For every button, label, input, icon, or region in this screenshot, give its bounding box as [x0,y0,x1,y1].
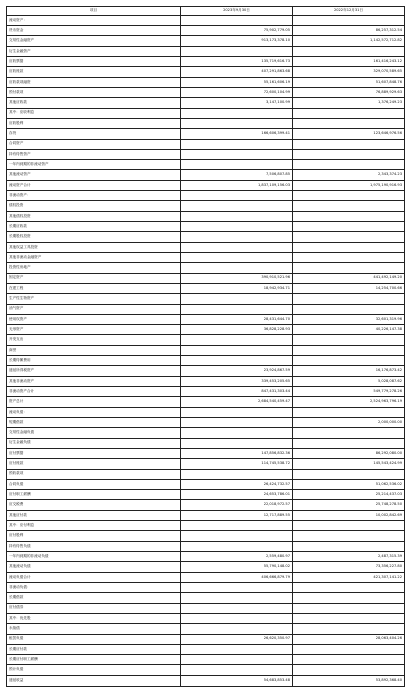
row-value-period-2: 1,142,572,712.82 [293,36,405,46]
row-value-period-1: 24,653,786.01 [181,490,293,500]
row-label: 递延收益 [7,675,181,686]
table-row [7,407,405,417]
row-label: 衍生金融负债 [7,438,181,448]
table-row [7,665,405,675]
row-value-period-2 [293,263,405,273]
table-row [7,129,405,139]
table-row [7,252,405,262]
row-label: 应收股利 [7,118,181,128]
row-label: 非流动负债： [7,582,181,592]
row-label: 存货 [7,129,181,139]
row-value-period-1: 12,717,889.55 [181,510,293,520]
row-value-period-2 [293,541,405,551]
row-value-period-1 [181,160,293,170]
row-value-period-1: 3,147,100.99 [181,98,293,108]
row-label: 其他权益工具投资 [7,242,181,252]
row-label: 应付债券 [7,603,181,613]
table-row [7,417,405,427]
table-row [7,335,405,345]
row-value-period-1 [181,345,293,355]
table-row [7,387,405,397]
table-row [7,603,405,613]
table-row [7,448,405,458]
row-value-period-2 [293,108,405,118]
row-label: 其他非流动金融资产 [7,252,181,262]
table-row [7,397,405,407]
row-label: 使用权资产 [7,314,181,324]
row-label: 资产总计 [7,397,181,407]
table-row [7,283,405,293]
row-value-period-1 [181,531,293,541]
row-value-period-2 [293,15,405,25]
header-period-1: 2023年9月30日 [181,7,293,16]
row-value-period-2: 86,292,080.00 [293,448,405,458]
row-value-period-1: 36,828,228.93 [181,325,293,335]
table-row [7,376,405,386]
row-value-period-2: 1,376,249.23 [293,98,405,108]
row-value-period-1 [181,252,293,262]
row-value-period-1 [181,191,293,201]
row-value-period-2 [293,211,405,221]
table-row [7,428,405,438]
row-label: 应付账款 [7,459,181,469]
table-row [7,624,405,634]
row-value-period-2 [293,582,405,592]
row-value-period-1: 339,453,205.65 [181,376,293,386]
row-label: 其中：应收利息 [7,108,181,118]
row-value-period-1 [181,644,293,654]
row-label: 投资性房地产 [7,263,181,273]
table-row [7,77,405,87]
row-value-period-1: 847,431,303.44 [181,387,293,397]
row-value-period-2: 2,524,963,796.19 [293,397,405,407]
row-value-period-2: 549,779,278.26 [293,387,405,397]
row-label: 持有待售负债 [7,541,181,551]
row-value-period-2: 73,356,227.80 [293,562,405,572]
row-value-period-1 [181,335,293,345]
row-label: 其他流动负债 [7,562,181,572]
table-row [7,562,405,572]
table-row [7,118,405,128]
row-label: 应付股利 [7,531,181,541]
row-label: 长期股权投资 [7,232,181,242]
row-value-period-1: 54,683,853.48 [181,675,293,686]
row-value-period-1: 406,666,879.79 [181,572,293,582]
row-value-period-1 [181,624,293,634]
row-value-period-1: 2,684,540,459.47 [181,397,293,407]
row-value-period-2 [293,139,405,149]
row-value-period-2: 145,543,424.99 [293,459,405,469]
row-value-period-1 [181,613,293,623]
row-label: 预计负债 [7,665,181,675]
row-label: 一年内到期的非流动资产 [7,160,181,170]
row-label: 一年内到期的非流动负债 [7,552,181,562]
row-value-period-1 [181,108,293,118]
row-value-period-1 [181,428,293,438]
row-value-period-1: 23,924,867.59 [181,366,293,376]
row-label: 其他应收款 [7,98,181,108]
table-row [7,582,405,592]
row-value-period-1 [181,139,293,149]
row-value-period-1 [181,242,293,252]
row-value-period-1 [181,118,293,128]
row-value-period-2 [293,531,405,541]
row-value-period-2: 51,607,848.76 [293,77,405,87]
table-row [7,314,405,324]
row-label: 应收票据 [7,57,181,67]
row-value-period-2 [293,191,405,201]
table-row [7,531,405,541]
table-row [7,644,405,654]
row-label: 应收款项融资 [7,77,181,87]
row-value-period-2: 10,002,842.69 [293,510,405,520]
row-label: 油气资产 [7,304,181,314]
table-row [7,500,405,510]
row-value-period-2 [293,345,405,355]
row-value-period-2: 25,748,278.50 [293,500,405,510]
row-value-period-2 [293,201,405,211]
table-row [7,593,405,603]
row-value-period-2: 25,214,437.03 [293,490,405,500]
table-header-row [7,7,405,16]
row-value-period-2: 51,062,536.02 [293,479,405,489]
table-row [7,304,405,314]
row-value-period-2 [293,644,405,654]
row-value-period-2: 421,307,141.22 [293,572,405,582]
row-value-period-1: 2,559,480.97 [181,552,293,562]
table-row [7,572,405,582]
row-value-period-2: 161,416,243.12 [293,57,405,67]
row-value-period-2: 2,343,374.23 [293,170,405,180]
row-label: 流动负债合计 [7,572,181,582]
table-row [7,490,405,500]
row-value-period-2 [293,46,405,56]
row-value-period-2: 32,601,319.96 [293,314,405,324]
row-value-period-2: 2,487,315.39 [293,552,405,562]
row-value-period-1 [181,603,293,613]
row-value-period-1 [181,521,293,531]
table-row [7,46,405,56]
row-value-period-1 [181,211,293,221]
row-value-period-2 [293,232,405,242]
row-label: 流动资产合计 [7,180,181,190]
table-row [7,438,405,448]
row-value-period-1: 7,506,807.85 [181,170,293,180]
row-value-period-2: 441,492,149.20 [293,273,405,283]
row-value-period-1: 55,790,148.02 [181,562,293,572]
header-period-2: 2022年12月31日 [293,7,405,16]
row-label: 非流动资产合计 [7,387,181,397]
row-value-period-2: 16,176,873.42 [293,366,405,376]
row-value-period-1: 407,291,863.68 [181,67,293,77]
table-row [7,57,405,67]
row-label: 在建工程 [7,283,181,293]
table-row [7,510,405,520]
row-value-period-1 [181,582,293,592]
row-label: 其他应付款 [7,510,181,520]
table-row [7,26,405,36]
row-label: 衍生金融资产 [7,46,181,56]
row-label: 永续债 [7,624,181,634]
row-value-period-2 [293,294,405,304]
row-value-period-1 [181,222,293,232]
row-value-period-2 [293,521,405,531]
row-value-period-1 [181,201,293,211]
row-label: 预收款项 [7,469,181,479]
row-value-period-2 [293,428,405,438]
row-value-period-2 [293,655,405,665]
row-value-period-1 [181,665,293,675]
row-value-period-2: 53,892,368.40 [293,675,405,686]
row-label: 应收账款 [7,67,181,77]
table-row [7,294,405,304]
table-row [7,325,405,335]
table-row [7,160,405,170]
row-label: 合同资产 [7,139,181,149]
row-label: 商誉 [7,345,181,355]
table-row [7,108,405,118]
table-body [7,15,405,686]
row-value-period-2 [293,603,405,613]
row-value-period-1 [181,304,293,314]
row-value-period-2: 14,254,700.66 [293,283,405,293]
row-label: 货币资金 [7,26,181,36]
row-value-period-1: 114,745,538.72 [181,459,293,469]
row-label: 交易性金融负债 [7,428,181,438]
balance-sheet [6,6,404,687]
row-label: 短期借款 [7,417,181,427]
row-label: 长期待摊费用 [7,356,181,366]
row-value-period-1 [181,356,293,366]
row-value-period-2: 329,070,589.65 [293,67,405,77]
row-value-period-2 [293,613,405,623]
row-value-period-1: 26,424,732.57 [181,479,293,489]
table-row [7,139,405,149]
row-label: 持有待售资产 [7,149,181,159]
table-row [7,655,405,665]
row-value-period-2 [293,222,405,232]
row-label: 其中：优先股 [7,613,181,623]
row-value-period-1: 166,606,399.41 [181,129,293,139]
row-value-period-1 [181,655,293,665]
table-row [7,541,405,551]
row-value-period-2 [293,160,405,170]
row-value-period-1 [181,407,293,417]
row-value-period-1 [181,438,293,448]
row-value-period-2: 76,889,929.63 [293,87,405,97]
row-label: 其他非流动资产 [7,376,181,386]
row-value-period-2 [293,149,405,159]
row-value-period-2 [293,438,405,448]
row-label: 租赁负债 [7,634,181,644]
row-value-period-1: 913,173,378.10 [181,36,293,46]
row-value-period-1 [181,593,293,603]
row-value-period-2: 86,257,312.54 [293,26,405,36]
row-value-period-2 [293,593,405,603]
row-label: 开发支出 [7,335,181,345]
row-value-period-1 [181,46,293,56]
table-row [7,356,405,366]
table-row [7,170,405,180]
row-label: 流动资产： [7,15,181,25]
row-value-period-2: 28,063,404.26 [293,634,405,644]
row-value-period-1 [181,232,293,242]
table-row [7,191,405,201]
row-value-period-2 [293,304,405,314]
header-item: 项目 [7,7,181,16]
row-value-period-1: 55,161,606.19 [181,77,293,87]
row-value-period-1: 135,719,616.73 [181,57,293,67]
table-row [7,201,405,211]
row-value-period-1: 147,856,832.36 [181,448,293,458]
row-value-period-2: 5,028,087.62 [293,376,405,386]
table-row [7,36,405,46]
table-row [7,469,405,479]
row-value-period-1 [181,263,293,273]
table-row [7,345,405,355]
table-row [7,634,405,644]
row-value-period-2 [293,624,405,634]
row-label: 无形资产 [7,325,181,335]
row-value-period-1: 28,431,644.70 [181,314,293,324]
table-row [7,613,405,623]
row-label: 债权投资 [7,201,181,211]
row-label: 应付职工薪酬 [7,490,181,500]
row-label: 非流动资产： [7,191,181,201]
table-row [7,675,405,686]
table-row [7,552,405,562]
row-label: 生产性生物资产 [7,294,181,304]
row-value-period-2: 40,226,147.38 [293,325,405,335]
row-label: 应付票据 [7,448,181,458]
table-row [7,479,405,489]
balance-sheet-table [6,6,405,687]
table-row [7,366,405,376]
row-value-period-2 [293,665,405,675]
table-row [7,149,405,159]
row-value-period-2 [293,407,405,417]
row-value-period-1: 390,910,521.96 [181,273,293,283]
row-value-period-1 [181,15,293,25]
row-label: 长期应收款 [7,222,181,232]
table-row [7,180,405,190]
row-label: 其他流动资产 [7,170,181,180]
row-label: 其中：应付利息 [7,521,181,531]
row-value-period-1: 75,902,779.05 [181,26,293,36]
row-value-period-1: 22,018,972.57 [181,500,293,510]
table-row [7,87,405,97]
table-row [7,521,405,531]
row-value-period-2 [293,356,405,366]
row-label: 其他债权投资 [7,211,181,221]
row-value-period-2 [293,118,405,128]
row-label: 交易性金融资产 [7,36,181,46]
row-label: 递延所得税资产 [7,366,181,376]
table-row [7,211,405,221]
row-label: 长期应付款 [7,644,181,654]
table-row [7,273,405,283]
row-value-period-1 [181,294,293,304]
row-value-period-2 [293,242,405,252]
table-row [7,459,405,469]
row-label: 预付款项 [7,87,181,97]
row-value-period-1: 72,600,104.99 [181,87,293,97]
row-value-period-1 [181,417,293,427]
row-value-period-2 [293,335,405,345]
row-value-period-2: 1,975,190,916.93 [293,180,405,190]
row-value-period-2 [293,469,405,479]
row-value-period-2 [293,252,405,262]
row-label: 流动负债： [7,407,181,417]
table-row [7,263,405,273]
table-row [7,15,405,25]
row-label: 固定资产 [7,273,181,283]
row-label: 合同负债 [7,479,181,489]
table-row [7,98,405,108]
table-row [7,232,405,242]
table-row [7,242,405,252]
row-value-period-1 [181,149,293,159]
row-value-period-2: 2,000,000.00 [293,417,405,427]
row-label: 长期应付职工薪酬 [7,655,181,665]
row-value-period-1: 26,620,350.97 [181,634,293,644]
row-value-period-1: 18,942,934.71 [181,283,293,293]
row-label: 应交税费 [7,500,181,510]
row-value-period-1 [181,541,293,551]
row-value-period-1 [181,469,293,479]
row-value-period-2: 123,646,976.56 [293,129,405,139]
row-value-period-1: 1,837,109,156.03 [181,180,293,190]
table-row [7,222,405,232]
table-row [7,67,405,77]
row-label: 长期借款 [7,593,181,603]
